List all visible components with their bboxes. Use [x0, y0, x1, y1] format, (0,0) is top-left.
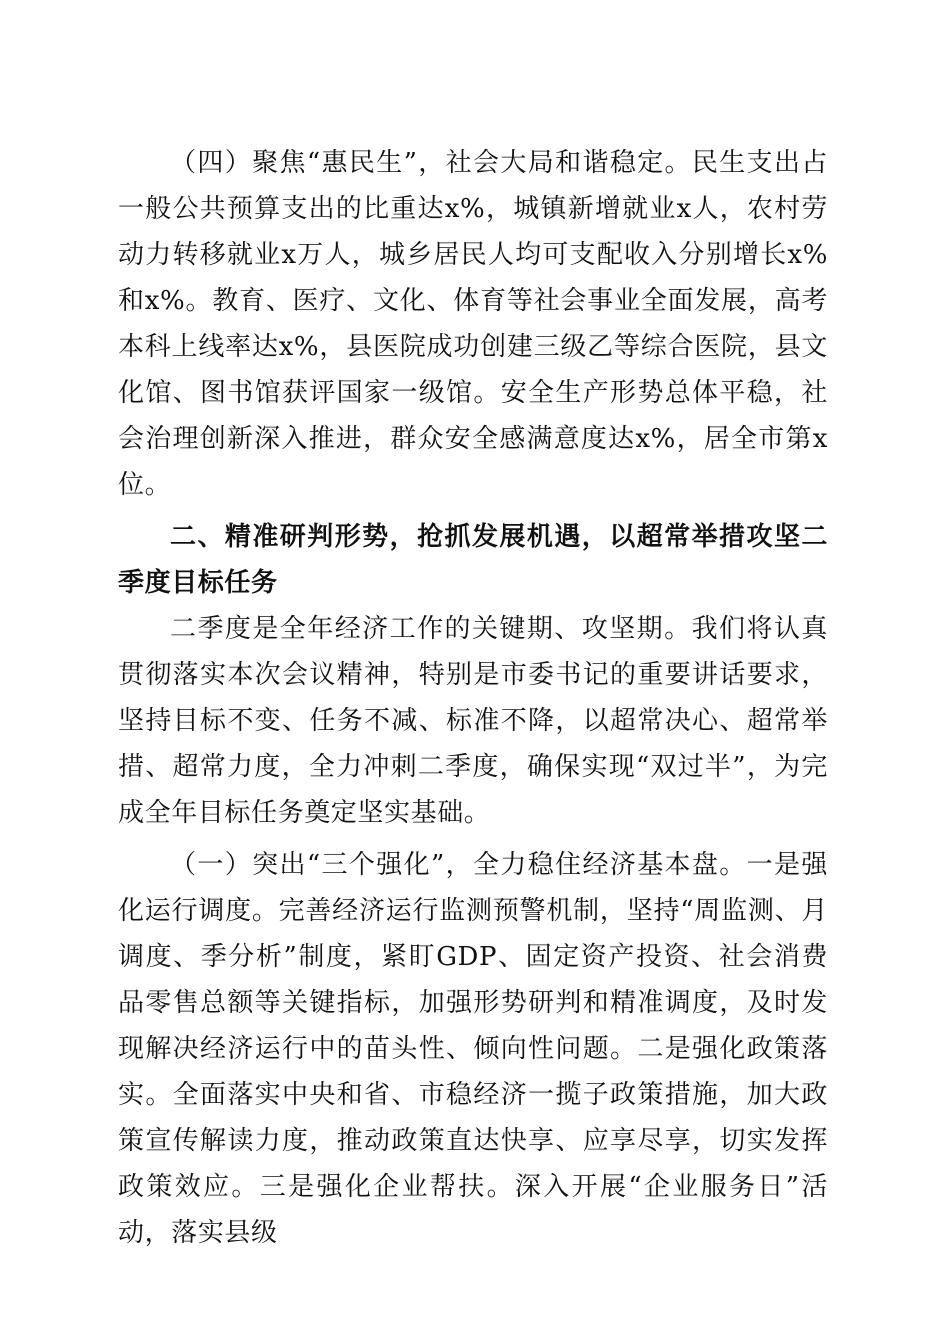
paragraph-three-strengthen: （一）突出“三个强化”，全力稳住经济基本盘。一是强化运行调度。完善经济运行监测预警机制，坚持“周监测、月调度、季分析”制度，紧盯GDP、固定资产投资、社会消费品零售总额等关键指标，加强形势研判和精准调度，及时发现解决经济运行中的苗头性、倾向性问题。二是强化政策落实。全面落实中央和省、市稳经济一揽子政策措施，加大政策宣传解读力度，推动政策直达快享、应享尽享，切实发挥政策效应。三是强化企业帮扶。深入开展“企业服务日”活动，落实县级 — [118, 850, 828, 1248]
document-page — [118, 140, 828, 1256]
paragraph-q2-intro: 二季度是全年经济工作的关键期、攻坚期。我们将认真贯彻落实本次会议精神，特别是市委书记的重要讲话要求，坚持目标不变、任务不减、标准不降，以超常决心、超常举措、超常力度，全力冲刺二季度，确保实现“双过半”，为完成全年目标任务奠定坚实基础。 — [118, 614, 828, 828]
section-heading-2: 二、精准研判形势，抢抓发展机遇，以超常举措攻坚二季度目标任务 — [118, 522, 828, 598]
paragraph-livelihood: （四）聚焦“惠民生”，社会大局和谐稳定。民生支出占一般公共预算支出的比重达x%，城镇新增就业x人，农村劳动力转移就业x万人，城乡居民人均可支配收入分别增长x%和x%。教育、医疗、文化、体育等社会事业全面发展，高考本科上线率达x%，县医院成功创建三级乙等综合医院，县文化馆、图书馆获评国家一级馆。安全生产形势总体平稳，社会治理创新深入推进，群众安全感满意度达x%，居全市第x位。 — [118, 148, 828, 500]
